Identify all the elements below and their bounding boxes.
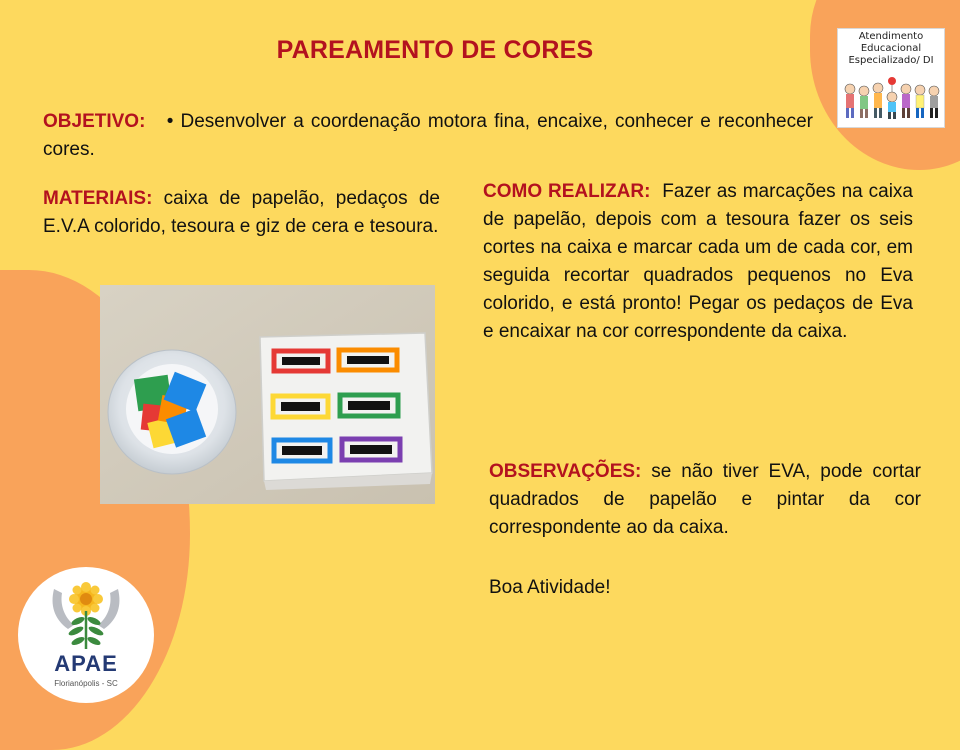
slot-opening bbox=[281, 402, 320, 411]
materiais-section bbox=[43, 185, 440, 241]
observacoes-label: OBSERVAÇÕES: bbox=[489, 461, 642, 482]
slot-opening bbox=[348, 401, 390, 410]
child-figure bbox=[887, 92, 897, 119]
child-figure bbox=[859, 86, 869, 118]
stem-icon bbox=[67, 611, 104, 649]
aee-badge bbox=[837, 28, 945, 128]
slot-opening bbox=[350, 445, 392, 454]
left-hand-icon bbox=[53, 589, 74, 629]
observacoes-text: se não tiver EVA, pode cortar quadrados de papelão e pintar da cor correspondente ao da caixa. bbox=[489, 461, 921, 538]
slot-opening bbox=[347, 356, 389, 364]
logo-name: APAE bbox=[54, 651, 118, 676]
sunflower-hands-icon bbox=[48, 579, 124, 651]
objetivo-label: OBJETIVO: bbox=[43, 111, 146, 132]
como-realizar-text: Fazer as marcações na caixa de papelão, depois com a tesoura fazer os seis cortes na caixa e marcar cada um de cada cor, em seguida recortar quadrados pequenos no Eva colorido, e está pronto! Pegar os pedaços de Eva e encaixar na cor correspondente da caixa. bbox=[483, 181, 913, 342]
como-realizar-section bbox=[483, 178, 913, 346]
slot-opening bbox=[282, 357, 320, 365]
observacoes-section bbox=[489, 458, 921, 542]
apae-logo bbox=[18, 567, 154, 703]
right-hand-icon bbox=[98, 589, 119, 629]
slot-opening bbox=[282, 446, 322, 455]
child-figure bbox=[929, 86, 939, 118]
logo-city: Florianópolis - SC bbox=[54, 679, 118, 688]
cardboard-box bbox=[260, 333, 432, 490]
materiais-label: MATERIAIS: bbox=[43, 188, 153, 209]
child-figure bbox=[901, 84, 911, 118]
sunflower-icon bbox=[69, 582, 103, 616]
closing-text: Boa Atividade! bbox=[489, 577, 611, 598]
child-figure bbox=[915, 85, 925, 118]
page-title: PAREAMENTO DE CORES bbox=[276, 36, 594, 64]
child-figure bbox=[873, 83, 883, 118]
materiais-text: caixa de papelão, pedaços de E.V.A colorido, tesoura e giz de cera e tesoura. bbox=[43, 188, 440, 237]
badge-line-1: Atendimento bbox=[858, 31, 924, 42]
como-realizar-label: COMO REALIZAR: bbox=[483, 181, 651, 202]
activity-photo bbox=[100, 285, 435, 504]
badge-line-2: Educacional bbox=[860, 43, 922, 54]
objetivo-section bbox=[43, 108, 813, 164]
badge-line-3: Especializado/ DI bbox=[848, 55, 934, 66]
bullet: • bbox=[166, 111, 174, 132]
children-illustration bbox=[842, 73, 942, 123]
objetivo-text: Desenvolver a coordenação motora fina, encaixe, conhecer e reconhecer cores. bbox=[43, 111, 813, 160]
child-figure bbox=[845, 84, 855, 118]
